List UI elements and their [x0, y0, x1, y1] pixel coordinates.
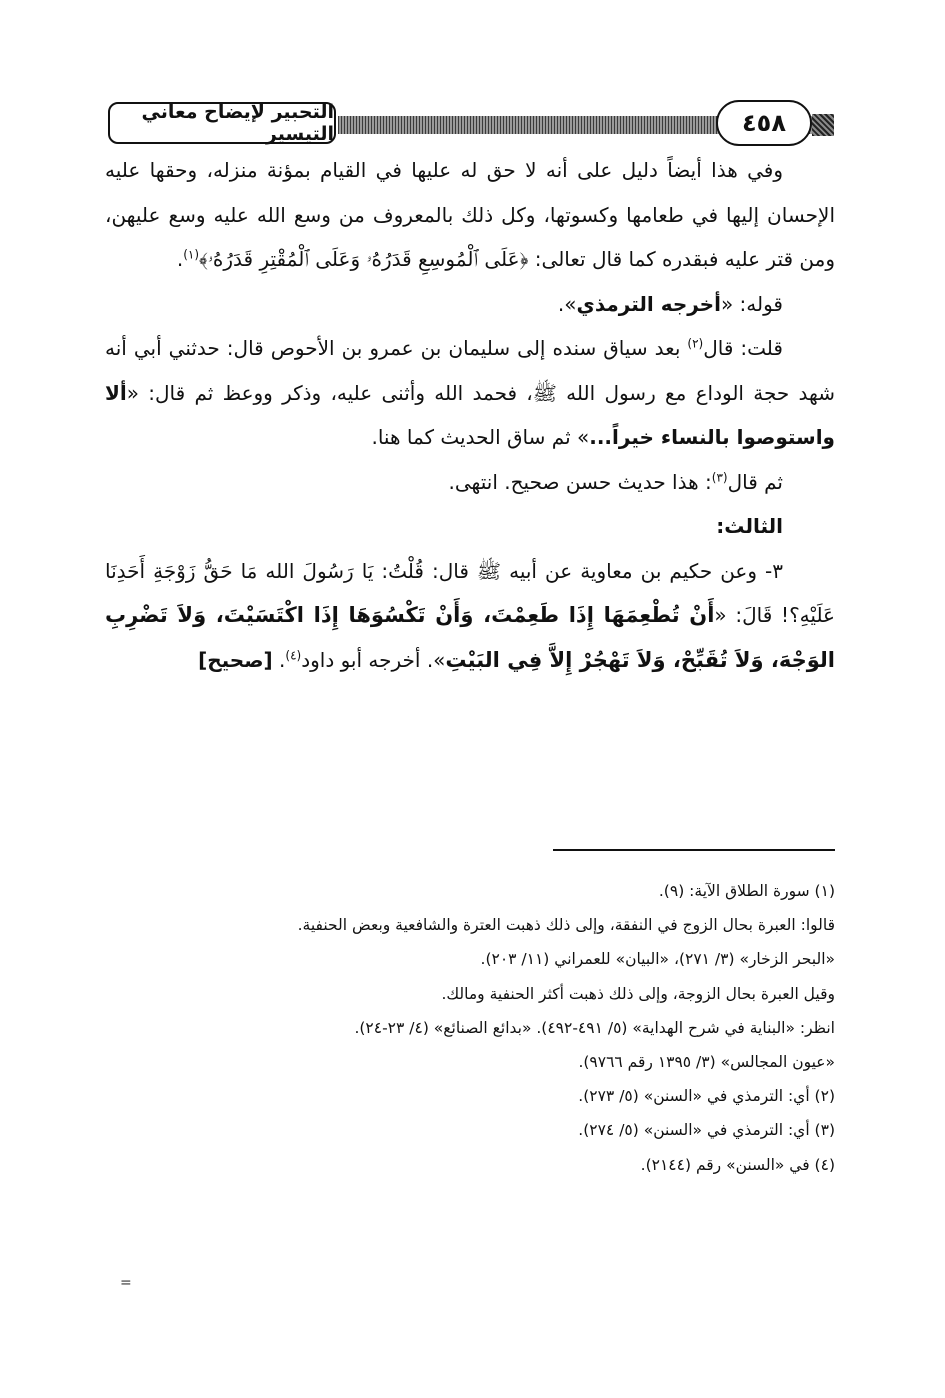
footnote-line: (١) سورة الطلاق الآية: (٩). — [658, 882, 835, 900]
section-heading-third: الثالث: — [716, 514, 783, 538]
hadith-3 — [105, 549, 835, 683]
hadith-3-source: ». أخرجه أبو داود — [301, 647, 446, 672]
footnote-ref-4: (٤) — [285, 647, 302, 662]
header-decorative-end — [812, 114, 834, 136]
footnote-line: «البحر الزخار» (٣/ ٢٧١)، «البيان» للعمراني (١١/ ٢٠٣). — [480, 950, 835, 969]
footnote-line: (٢) أي: الترمذي في «السنن» (٥/ ٢٧٣). — [578, 1087, 835, 1106]
paragraph-2 — [105, 282, 835, 327]
paragraph-2-suffix: ». — [557, 291, 577, 316]
paragraph-4-b: : هذا حديث حسن صحيح. انتهى. — [448, 469, 712, 494]
paragraph-3-c: » ثم ساق الحديث كما هنا. — [371, 425, 590, 449]
page-number: ٤٥٨ — [716, 100, 812, 146]
hadith-3-question: قُلْتُ: يَا رَسُولَ الله مَا حَقُّ زَوْجَةِ أَحَدِنَا عَلَيْهِ؟! قَالَ: « — [105, 558, 835, 627]
footnote-ref-3: (٣) — [711, 469, 728, 484]
stray-mark: = — [120, 1275, 132, 1291]
footnote-ref-1: (١) — [183, 247, 200, 262]
footnote-ref-2: (٢) — [687, 336, 704, 351]
footnote-line: (٣) أي: الترمذي في «السنن» (٥/ ٢٧٤). — [578, 1121, 835, 1140]
paragraph-3-bold: ألا واستوصوا بالنساء خيراً... — [105, 380, 835, 449]
paragraph-2-bold: أخرجه الترمذي — [576, 291, 721, 316]
footnote-line: انظر: «البناية في شرح الهداية» (٥/ ٤٩١-٤٩٢). «بدائع الصنائع» (٤/ ٢٣-٢٤). — [354, 1018, 835, 1037]
paragraph-1-end: . — [176, 247, 184, 271]
book-title: التحبير لإيضاح معاني التيسير — [108, 102, 336, 144]
footnote-separator — [553, 849, 835, 851]
paragraph-3-b: بعد سياق سنده إلى سليمان بن عمرو بن الأحوص قال: حدثني أبي أنه شهد حجة الوداع مع رسول الله ﷺ، فحمد الله وأثنى عليه، وذكر ووعظ ثم قال: « — [105, 336, 835, 405]
paragraph-2-prefix: قوله: « — [720, 291, 783, 316]
hadith-3-intro: ٣- وعن حكيم بن معاوية عن أبيه ﷺ قال: — [423, 558, 783, 583]
footnote-line: قالوا: العبرة بحال الزوج في النفقة، وإلى ذلك ذهبت العترة والشافعية وبعض الحنفية. — [297, 916, 835, 935]
footnote-line: (٤) في «السنن» رقم (٢١٤٤). — [640, 1155, 835, 1174]
main-text — [105, 148, 835, 682]
hadith-3-prophet-speech: أَنْ تُطْعِمَهَا إِذَا طَعِمْتَ، وَأَنْ تَكْسُوَهَا إِذَا اكْتَسَيْتَ، وَلاَ تَضْرِبِ الوَجْهَ، وَلاَ تُقَبِّحْ، وَلاَ تَهْجُرْ إِلاَّ فِي البَيْتِ — [105, 603, 835, 672]
paragraph-3-a: قلت: قال — [703, 336, 783, 360]
paragraph-1-text: وفي هذا أيضاً دليل على أنه لا حق له عليها في القيام بمؤنة منزله، وحقها عليه الإحسان إليها في طعامها وكسوتها، وكل ذلك بالمعروف من وسع الله عليه وسع عليهن، ومن قتر عليه فبقدره كما قال تعالى: ﴿عَلَى ٱلْمُوسِعِ قَدَرُهُۥ وَعَلَى ٱلْمُقْتِرِ قَدَرُهُۥ﴾ — [105, 158, 835, 271]
hadith-grade: [صحيح] — [198, 647, 273, 672]
paragraph-1 — [105, 148, 835, 282]
paragraph-3 — [105, 326, 835, 460]
hadith-3-period: . — [272, 647, 286, 672]
paragraph-4-a: ثم قال — [727, 469, 783, 494]
paragraph-4 — [105, 460, 835, 505]
footnotes — [150, 874, 835, 1182]
footnote-line: «عيون المجالس» (٣/ ١٣٩٥ رقم ٩٧٦٦). — [578, 1053, 835, 1072]
footnote-line: وقيل العبرة بحال الزوجة، وإلى ذلك ذهبت أكثر الحنفية ومالك. — [441, 984, 835, 1003]
